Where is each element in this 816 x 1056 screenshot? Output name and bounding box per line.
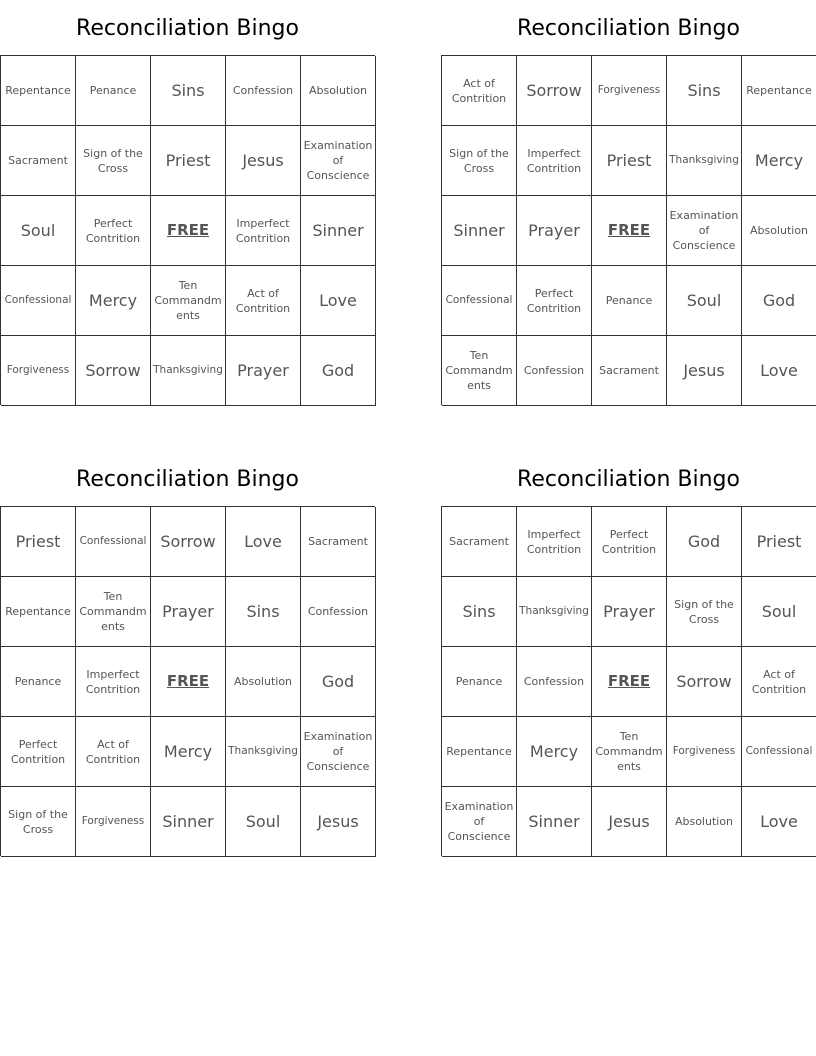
bingo-cell: Sign of the Cross	[1, 787, 76, 857]
bingo-cell: Soul	[742, 577, 816, 647]
bingo-cell: Love	[742, 336, 816, 406]
bingo-cell: Jesus	[592, 787, 667, 857]
bingo-cell: Jesus	[301, 787, 376, 857]
bingo-cell: Soul	[667, 266, 742, 336]
bingo-cell: Absolution	[667, 787, 742, 857]
bingo-cell: Priest	[1, 507, 76, 577]
bingo-cell: Perfect Contrition	[592, 507, 667, 577]
bingo-cell: Act of Contrition	[226, 266, 301, 336]
card-title: Reconciliation Bingo	[517, 467, 740, 492]
bingo-cell: Confession	[226, 56, 301, 126]
bingo-cell: Sins	[667, 56, 742, 126]
bingo-cell: Sorrow	[151, 507, 226, 577]
bingo-cell: God	[301, 647, 376, 717]
bingo-grid	[441, 55, 816, 405]
bingo-cell: Prayer	[226, 336, 301, 406]
bingo-cell: Mercy	[742, 126, 816, 196]
bingo-cell: Prayer	[592, 577, 667, 647]
bingo-cell: Sign of the Cross	[442, 126, 517, 196]
bingo-cell: Forgiveness	[592, 56, 667, 126]
free-space: FREE	[151, 196, 226, 266]
bingo-cell: Penance	[442, 647, 517, 717]
bingo-cell: Sinner	[442, 196, 517, 266]
bingo-cell: Examination of Conscience	[667, 196, 742, 266]
bingo-cell: Mercy	[151, 717, 226, 787]
bingo-cell: Sins	[442, 577, 517, 647]
bingo-cell: Sinner	[301, 196, 376, 266]
bingo-cell: Forgiveness	[667, 717, 742, 787]
bingo-cell: Jesus	[226, 126, 301, 196]
bingo-cell: Thanksgiving	[667, 126, 742, 196]
card-title: Reconciliation Bingo	[76, 467, 299, 492]
bingo-cell: Prayer	[151, 577, 226, 647]
bingo-cell: Sinner	[517, 787, 592, 857]
bingo-cell: Absolution	[226, 647, 301, 717]
bingo-cell: Imperfect Contrition	[517, 507, 592, 577]
bingo-cell: Act of Contrition	[442, 56, 517, 126]
card-title: Reconciliation Bingo	[517, 16, 740, 41]
bingo-grid	[0, 506, 375, 856]
bingo-cell: Priest	[592, 126, 667, 196]
bingo-cell: Love	[301, 266, 376, 336]
bingo-cell: Prayer	[517, 196, 592, 266]
bingo-cell: Sacrament	[301, 507, 376, 577]
bingo-cell: Confession	[517, 336, 592, 406]
bingo-grid	[0, 55, 375, 405]
bingo-cell: Perfect Contrition	[1, 717, 76, 787]
bingo-cell: Ten Commandments	[151, 266, 226, 336]
bingo-cell: Sins	[226, 577, 301, 647]
bingo-cell: Forgiveness	[76, 787, 151, 857]
bingo-card	[441, 451, 816, 856]
bingo-cell: Penance	[76, 56, 151, 126]
bingo-cell: Sorrow	[76, 336, 151, 406]
bingo-card	[0, 451, 375, 856]
bingo-cell: Perfect Contrition	[76, 196, 151, 266]
bingo-cell: Examination of Conscience	[301, 717, 376, 787]
free-space: FREE	[592, 196, 667, 266]
bingo-cell: Sacrament	[592, 336, 667, 406]
bingo-cell: Love	[226, 507, 301, 577]
bingo-cell: Imperfect Contrition	[76, 647, 151, 717]
bingo-cell: Soul	[1, 196, 76, 266]
bingo-cell: Ten Commandments	[592, 717, 667, 787]
bingo-cell: Imperfect Contrition	[226, 196, 301, 266]
bingo-cell: Repentance	[1, 56, 76, 126]
bingo-cell: Repentance	[742, 56, 816, 126]
bingo-cell: Priest	[151, 126, 226, 196]
bingo-cell: Penance	[592, 266, 667, 336]
bingo-cell: Examination of Conscience	[442, 787, 517, 857]
bingo-cell: Sign of the Cross	[76, 126, 151, 196]
bingo-card	[441, 0, 816, 405]
bingo-cell: Act of Contrition	[742, 647, 816, 717]
bingo-cell: Absolution	[301, 56, 376, 126]
bingo-cell: Sorrow	[667, 647, 742, 717]
free-space: FREE	[151, 647, 226, 717]
bingo-cell: Confessional	[742, 717, 816, 787]
free-space: FREE	[592, 647, 667, 717]
bingo-cell: Repentance	[1, 577, 76, 647]
bingo-cell: Confession	[517, 647, 592, 717]
bingo-cell: Sacrament	[1, 126, 76, 196]
bingo-cell: Priest	[742, 507, 816, 577]
bingo-cell: Ten Commandments	[76, 577, 151, 647]
bingo-cell: Absolution	[742, 196, 816, 266]
bingo-cell: Forgiveness	[1, 336, 76, 406]
bingo-cell: Jesus	[667, 336, 742, 406]
bingo-cell: Thanksgiving	[226, 717, 301, 787]
bingo-cell: Confessional	[76, 507, 151, 577]
bingo-cell: Act of Contrition	[76, 717, 151, 787]
bingo-cell: Perfect Contrition	[517, 266, 592, 336]
bingo-cell: Ten Commandments	[442, 336, 517, 406]
bingo-cell: Love	[742, 787, 816, 857]
bingo-cell: Soul	[226, 787, 301, 857]
bingo-cell: Sorrow	[517, 56, 592, 126]
bingo-cell: God	[301, 336, 376, 406]
bingo-cell: Imperfect Contrition	[517, 126, 592, 196]
bingo-cell: God	[742, 266, 816, 336]
bingo-cell: Mercy	[76, 266, 151, 336]
bingo-cell: Sins	[151, 56, 226, 126]
bingo-cell: Thanksgiving	[151, 336, 226, 406]
bingo-cell: Confessional	[1, 266, 76, 336]
bingo-cell: Examination of Conscience	[301, 126, 376, 196]
bingo-cell: Confession	[301, 577, 376, 647]
bingo-cell: Thanksgiving	[517, 577, 592, 647]
bingo-grid	[441, 506, 816, 856]
card-title: Reconciliation Bingo	[76, 16, 299, 41]
bingo-cell: Sacrament	[442, 507, 517, 577]
bingo-cell: Confessional	[442, 266, 517, 336]
bingo-cell: Sinner	[151, 787, 226, 857]
bingo-card	[0, 0, 375, 405]
bingo-cell: Sign of the Cross	[667, 577, 742, 647]
bingo-cell: Penance	[1, 647, 76, 717]
bingo-cell: Repentance	[442, 717, 517, 787]
bingo-cell: Mercy	[517, 717, 592, 787]
bingo-cell: God	[667, 507, 742, 577]
